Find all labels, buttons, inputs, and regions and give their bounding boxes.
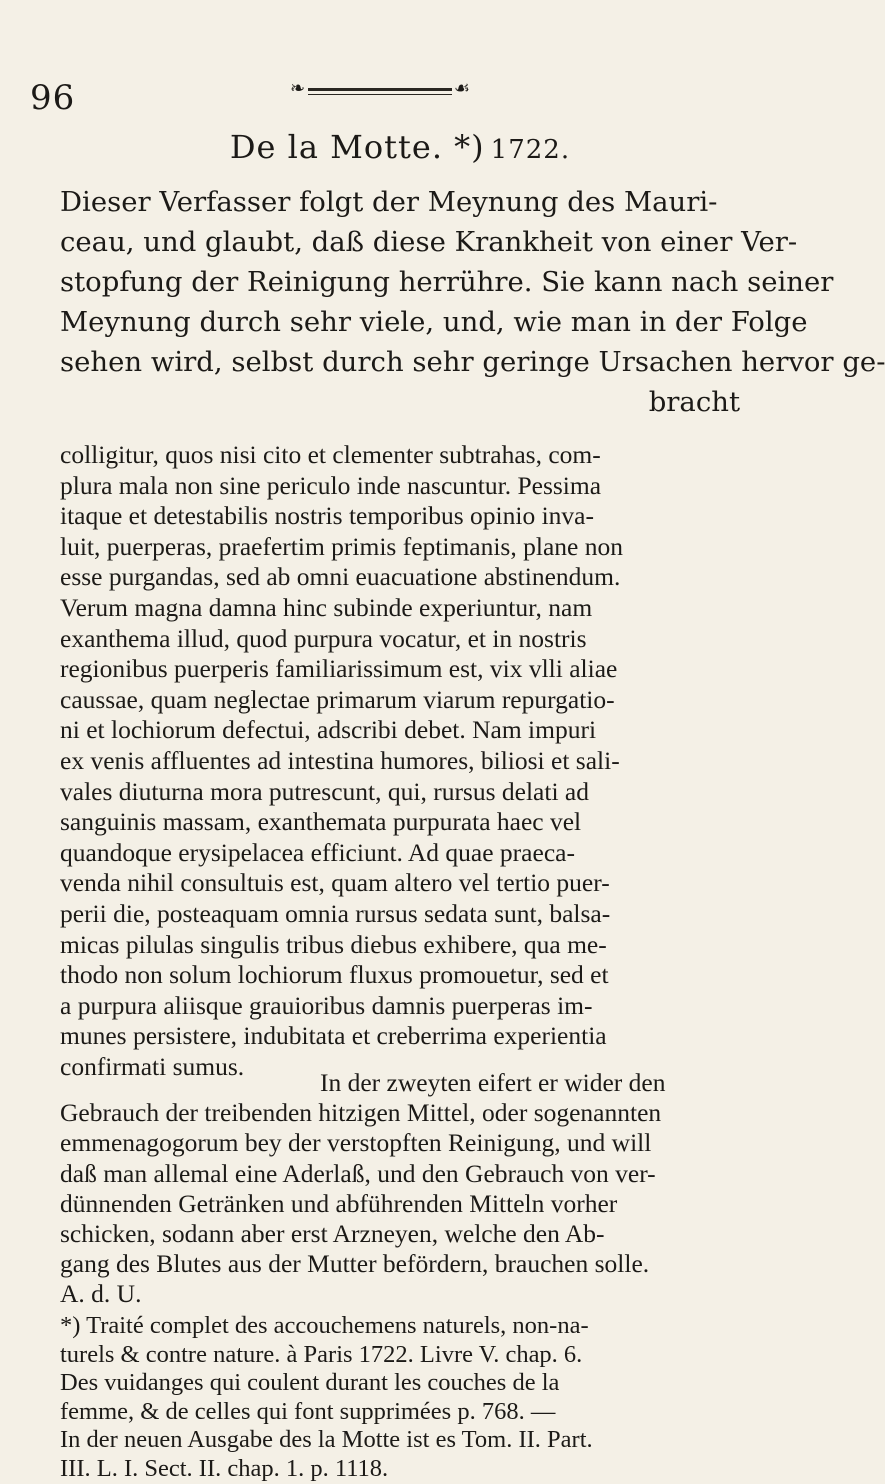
latin-quotation bbox=[60, 440, 750, 1082]
text-line: venda nihil consultuis est, quam altero vel tertio puer- bbox=[60, 868, 610, 898]
translator-note: A. d. U. bbox=[60, 1279, 142, 1309]
text-line: Gebrauch der treibenden hitzigen Mittel, oder sogenannten bbox=[60, 1098, 662, 1128]
catchword: bracht bbox=[648, 386, 740, 418]
text-line: caussae, quam neglectae primarum viarum repurgatio- bbox=[60, 684, 615, 714]
section-heading bbox=[0, 128, 800, 166]
text-line: daß man allemal eine Aderlaß, und den Gebrauch von ver- bbox=[60, 1158, 656, 1188]
text-line: sehen wird, selbst durch sehr geringe Ursachen hervor ge- bbox=[60, 346, 885, 378]
text-line: munes persistere, indubitata et creberrima experientia bbox=[60, 1021, 607, 1051]
text-line: colligitur, quos nisi cito et clementer subtrahas, com- bbox=[60, 440, 601, 469]
rule-top bbox=[308, 88, 452, 91]
footnote-line: Des vuidanges qui coulent durant les couches de la bbox=[60, 1369, 560, 1397]
text-line: plura mala non sine periculo inde nascuntur. Pessima bbox=[60, 470, 602, 500]
ornament-rule-icon bbox=[290, 78, 470, 104]
text-line: luit, puerperas, praefertim primis feptimanis, plane non bbox=[60, 531, 623, 561]
footnote-line: III. L. I. Sect. II. chap. 1. p. 1118. bbox=[60, 1454, 389, 1482]
rule-bottom bbox=[308, 94, 452, 95]
footnote bbox=[60, 1312, 750, 1484]
german-paragraph bbox=[60, 182, 885, 422]
german-commentary bbox=[60, 1068, 750, 1310]
text-line: Dieser Verfasser folgt der Meynung des Mauri- bbox=[60, 186, 718, 218]
text-line: quandoque erysipelacea efficiunt. Ad quae praeca- bbox=[60, 837, 575, 867]
text-line: regionibus puerperis familiarissimum est, vix vlli aliae bbox=[60, 654, 618, 684]
footnote-line: In der neuen Ausgabe des la Motte ist es Tom. II. Part. bbox=[60, 1426, 593, 1454]
text-line: Verum magna damna hinc subinde experiuntur, nam bbox=[60, 592, 593, 622]
text-line: thodo non solum lochiorum fluxus promouetur, sed et bbox=[60, 960, 609, 990]
text-line: itaque et detestabilis nostris temporibus opinio inva- bbox=[60, 501, 594, 531]
left-flourish-icon: ❧ bbox=[290, 78, 306, 99]
text-line: dünnenden Getränken und abführenden Mitteln vorher bbox=[60, 1188, 618, 1218]
text-line: a purpura aliisque grauioribus damnis puerperas im- bbox=[60, 990, 593, 1020]
text-line: In der zweyten eifert er wider den bbox=[320, 1068, 666, 1097]
text-line: exanthema illud, quod purpura vocatur, et in nostris bbox=[60, 623, 587, 653]
text-line: emmenagogorum bey der verstopften Reinigung, und will bbox=[60, 1128, 652, 1158]
footnote-line: femme, & de celles qui font supprimées p. 768. — bbox=[60, 1397, 556, 1425]
text-line: perii die, posteaquam omnia rursus sedata sunt, balsa- bbox=[60, 898, 611, 928]
heading-author: De la Motte. *) bbox=[229, 128, 485, 166]
footnote-line: turels & contre nature. à Paris 1722. Livre V. chap. 6. bbox=[60, 1340, 583, 1368]
page-number: 96 bbox=[30, 78, 76, 118]
text-line: ceau, und glaubt, daß diese Krankheit von einer Ver- bbox=[60, 226, 798, 258]
text-line: vales diuturna mora putrescunt, qui, rursus delati ad bbox=[60, 776, 589, 806]
text-line: confirmati sumus. bbox=[60, 1051, 245, 1081]
text-line: Meynung durch sehr viele, und, wie man in der Folge bbox=[60, 306, 808, 338]
heading-year: 1722. bbox=[490, 135, 571, 165]
text-line: micas pilulas singulis tribus diebus exhibere, qua me- bbox=[60, 929, 607, 959]
text-line: esse purgandas, sed ab omni euacuatione abstinendum. bbox=[60, 562, 621, 592]
text-line: ex venis affluentes ad intestina humores, biliosi et sali- bbox=[60, 745, 620, 775]
text-line: gang des Blutes aus der Mutter befördern, brauchen solle. bbox=[60, 1249, 650, 1279]
text-line: sanguinis massam, exanthemata purpurata haec vel bbox=[60, 807, 582, 837]
running-header bbox=[0, 78, 800, 118]
text-line: schicken, sodann aber erst Arzneyen, welche den Ab- bbox=[60, 1219, 605, 1249]
right-flourish-icon: ☙ bbox=[453, 78, 470, 99]
footnote-line: *) Traité complet des accouchemens naturels, non-na- bbox=[60, 1312, 589, 1339]
text-line: ni et lochiorum defectui, adscribi debet. Nam impuri bbox=[60, 715, 597, 745]
text-line: stopfung der Reinigung herrühre. Sie kann nach seiner bbox=[60, 266, 834, 298]
